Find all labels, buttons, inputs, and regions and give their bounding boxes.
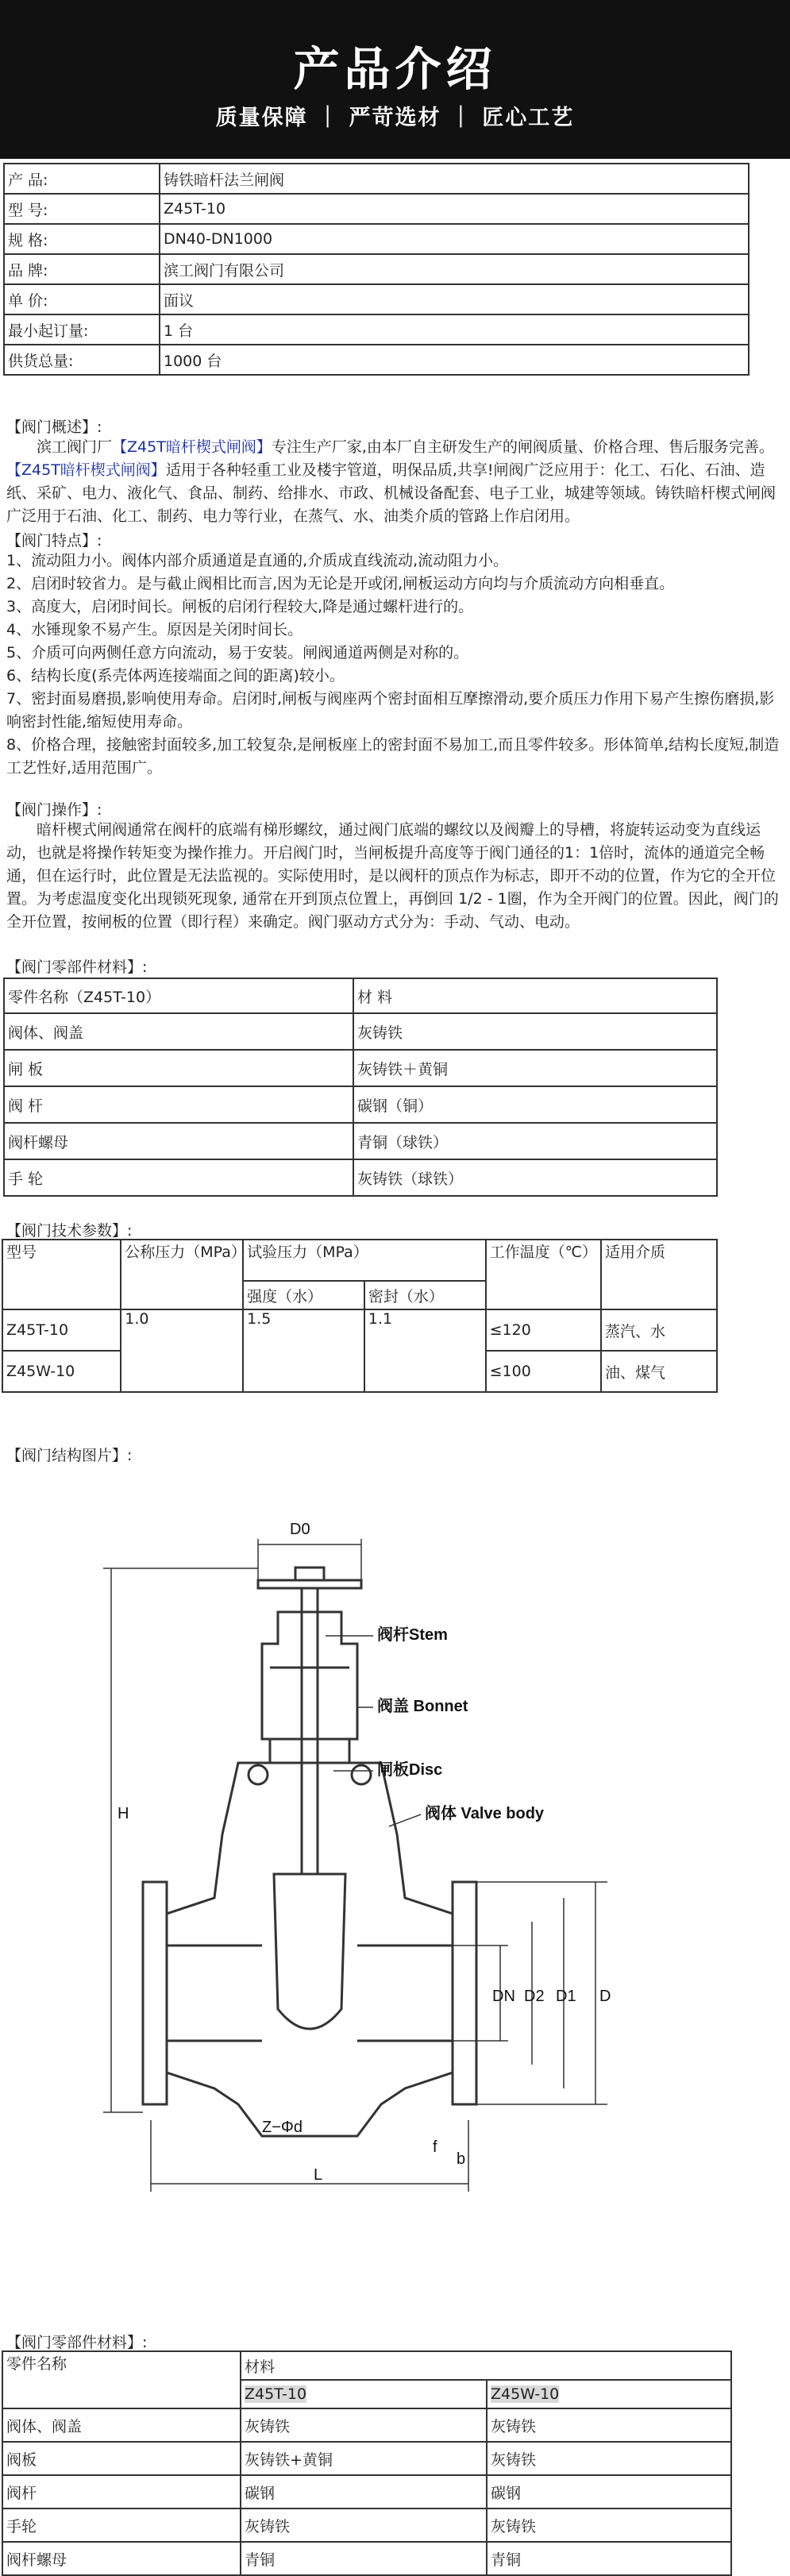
tech-cell: ≤100 [486, 1351, 601, 1392]
parts2-name: 阀体、阀盖 [2, 2408, 241, 2442]
operation-heading: 【阀门操作】: [6, 801, 102, 819]
parts2-m1: 碳钢 [241, 2475, 487, 2509]
label-d2: D2 [524, 1988, 545, 2005]
tech-h-test: 试验压力（MPa） [243, 1240, 485, 1281]
tech-cell: Z45W-10 [2, 1351, 121, 1392]
tech-h-pn: 公称压力（MPa） [121, 1240, 243, 1309]
valve-structure-diagram [119, 1501, 627, 2247]
parts1-h-material: 材 料 [353, 978, 717, 1013]
parts1-name: 闸 板 [4, 1050, 353, 1086]
tech-cell: 油、煤气 [601, 1351, 717, 1392]
product-value: 滨工阀门有限公司 [160, 254, 749, 284]
product-value: DN40-DN1000 [160, 224, 749, 254]
product-row [4, 345, 749, 375]
parts2-name: 阀板 [2, 2442, 241, 2475]
parts2-row [2, 2408, 731, 2442]
bonnet-outline [262, 1612, 357, 1739]
label-d0: D0 [290, 1521, 310, 1538]
overview-sentence-1: 专注生产厂家,由本厂自主研发生产的闸阀质量、价格合理、售后服务完善。 [271, 438, 774, 456]
features-list [6, 550, 780, 780]
parts2-m2: 灰铸铁 [487, 2509, 731, 2542]
parts2-m2: 青铜 [487, 2542, 731, 2575]
tech-h-model: 型号 [2, 1240, 121, 1309]
parts2-m2: 灰铸铁 [487, 2442, 731, 2475]
feature-item: 4、水锤现象不易产生。原因是关闭时间长。 [6, 621, 303, 638]
product-label: 型 号: [4, 194, 160, 224]
parts1-name: 阀 杆 [4, 1086, 353, 1123]
product-value: Z45T-10 [160, 194, 749, 224]
parts1-material: 灰铸铁 [353, 1013, 717, 1050]
parts2-m2: 灰铸铁 [487, 2408, 731, 2442]
parts1-table [3, 978, 718, 1197]
tech-cell: Z45T-10 [2, 1309, 121, 1351]
product-row [4, 284, 749, 314]
parts1-row [4, 1159, 717, 1196]
product-value: 铸铁暗杆法兰闸阀 [160, 164, 749, 194]
label-disc: 闸板Disc [377, 1761, 443, 1779]
parts1-material: 灰铸铁＋黄铜 [353, 1050, 717, 1086]
tech-cell: 1.1 [364, 1309, 486, 1392]
parts1-material: 青铜（球铁） [353, 1123, 717, 1159]
features-heading: 【阀门特点】: [6, 532, 102, 550]
structure-heading: 【阀门结构图片】: [6, 1447, 133, 1464]
parts2-m2: 碳钢 [487, 2475, 731, 2509]
product-label: 规 格: [4, 224, 160, 254]
label-d: D [599, 1988, 611, 2005]
product-label: 最小起订量: [4, 314, 160, 345]
parts1-material: 碳钢（铜） [353, 1086, 717, 1123]
label-stem: 阀杆Stem [377, 1626, 448, 1644]
parts1-row [4, 1123, 717, 1159]
feature-item: 1、流动阻力小。阀体内部介质通道是直通的,介质成直线流动,流动阻力小。 [6, 552, 509, 569]
overview-company: 滨工阀门厂 [37, 438, 113, 456]
operation-text [6, 819, 780, 934]
parts1-row [4, 1050, 717, 1086]
feature-item: 3、高度大，启闭时间长。闸板的启闭行程较大,降是通过螺杆进行的。 [6, 598, 474, 615]
product-info-table [3, 163, 750, 376]
right-flange [453, 1882, 476, 2104]
label-f: f [433, 2138, 437, 2156]
operation-paragraph: 暗杆楔式闸阀通常在阀杆的底端有梯形螺纹，通过阀门底端的螺纹以及阀瓣上的导槽，将旋转运动变为直线运动，也就是将操作转矩变为操作推力。开启阀门时，当闸板提升高度等于阀门通径的1：1倍时，流体的通道完全畅通，但在运行时，此位置是无法监视的。实际使用时，是以阀杆的顶点作为标志，即开不动的位置，作为它的全开位置。为考虑温度变化出现锁死现象, 通常在开到顶点位置上，再倒回 1/2 - 1圈，作为全开阀门的位置。因此，阀门的全开位置，按闸板的位置（即行程）来确定。阀门驱动方式分为：手动、气动、电动。 [6, 821, 779, 931]
label-h: H [118, 1805, 129, 1822]
label-d1: D1 [556, 1988, 576, 2005]
product-row [4, 254, 749, 284]
product-row [4, 314, 749, 345]
product-value: 面议 [160, 284, 749, 314]
parts1-h-name: 零件名称（Z45T-10） [4, 978, 353, 1013]
parts2-h-name: 零件名称 [2, 2351, 241, 2408]
label-b: b [457, 2150, 466, 2168]
tech-heading: 【阀门技术参数】: [6, 1222, 133, 1240]
parts2-name: 阀杆螺母 [2, 2542, 241, 2575]
parts1-name: 阀体、阀盖 [4, 1013, 353, 1050]
parts2-row [2, 2509, 731, 2542]
parts1-row [4, 1013, 717, 1050]
label-dn: DN [492, 1988, 515, 2005]
parts2-table [2, 2350, 732, 2576]
product-row [4, 224, 749, 254]
product-label: 产 品: [4, 164, 160, 194]
parts2-row [2, 2542, 731, 2575]
parts2-h-material: 材料 [241, 2351, 731, 2380]
parts1-row [4, 1086, 717, 1123]
parts2-name: 手轮 [2, 2509, 241, 2542]
overview-sentence-2: 适用于各种轻重工业及楼宇管道，明保品质,共享!闸阀广泛应用于：化工、石化、石油、造纸、采矿、电力、液化气、食品、制药、给排水、市政、机械设备配套、电子工业，城建等领域。铸铁暗杆楔式闸阀广泛用于石油、化工、制药、电力等行业，在蒸气、水、油类介质的管路上作启闭用。 [6, 461, 777, 525]
banner-title: 产品介绍 [293, 42, 497, 96]
parts2-m1: 灰铸铁+黄铜 [241, 2442, 487, 2475]
parts2-h-m2: Z45W-10 [491, 2385, 560, 2403]
parts2-m1: 灰铸铁 [241, 2509, 487, 2542]
product-label: 单 价: [4, 284, 160, 314]
tech-cell: 1.0 [121, 1309, 243, 1392]
product-label: 供货总量: [4, 345, 160, 375]
feature-item: 7、密封面易磨损,影响使用寿命。启闭时,闸板与阀座两个密封面相互摩擦滑动,要介质压力作用下易产生擦伤磨损,影响密封性能,缩短使用寿命。 [6, 690, 775, 731]
parts2-m1: 青铜 [241, 2542, 487, 2575]
product-value: 1 台 [160, 314, 749, 345]
left-flange [143, 1882, 167, 2104]
tech-h-seal: 密封（水） [364, 1281, 486, 1309]
parts1-name: 手 轮 [4, 1159, 353, 1196]
tech-h-temp: 工作温度（℃） [486, 1240, 601, 1309]
feature-item: 5、介质可向两侧任意方向流动，易于安装。闸阀通道两侧是对称的。 [6, 644, 469, 661]
parts2-m1: 灰铸铁 [241, 2408, 487, 2442]
feature-item: 2、启闭时较省力。是与截止阀相比而言,因为无论是开或闭,闸板运动方向均与介质流动方向相垂直。 [6, 575, 675, 592]
tech-cell: 1.5 [243, 1309, 364, 1392]
parts1-material: 灰铸铁（球铁） [353, 1159, 717, 1196]
parts2-name: 阀杆 [2, 2475, 241, 2509]
label-l: L [314, 2166, 323, 2184]
tech-h-media: 适用介质 [601, 1240, 717, 1309]
tech-h-strength: 强度（水） [243, 1281, 364, 1309]
parts1-heading: 【阀门零部件材料】: [6, 958, 148, 976]
label-body: 阀体 Valve body [425, 1805, 545, 1822]
parts1-name: 阀杆螺母 [4, 1123, 353, 1159]
feature-item: 6、结构长度(系壳体两连接端面之间的距离)较小。 [6, 667, 345, 684]
parts2-heading: 【阀门零部件材料】: [6, 2334, 148, 2351]
overview-product-name: 【Z45T暗杆楔式闸阀】 [112, 438, 272, 456]
header-banner [0, 0, 790, 159]
banner-subtitle: 质量保障 ｜ 严苛选材 ｜ 匠心工艺 [215, 106, 575, 130]
product-label: 品 牌: [4, 254, 160, 284]
product-row [4, 194, 749, 224]
label-zd: Z−Φd [262, 2119, 303, 2136]
tech-cell: ≤120 [486, 1309, 601, 1351]
overview-heading: 【阀门概述】: [6, 418, 102, 436]
product-value: 1000 台 [160, 345, 749, 375]
disc-outline [274, 1874, 345, 2029]
parts2-row [2, 2442, 731, 2475]
tech-cell: 蒸汽、水 [601, 1309, 717, 1351]
tech-params-table [2, 1239, 718, 1393]
parts2-h-m1: Z45T-10 [245, 2385, 307, 2403]
overview-product-name-2: 【Z45T暗杆楔式闸阀】 [6, 461, 166, 479]
feature-item: 8、价格合理，接触密封面较多,加工较复杂,是闸板座上的密封面不易加工,而且零件较多。形体简单,结构长度短,制造工艺性好,适用范围广。 [6, 736, 780, 777]
product-row [4, 164, 749, 194]
overview-text [6, 436, 780, 528]
label-bonnet: 阀盖 Bonnet [377, 1698, 468, 1715]
parts1-header-row [4, 978, 717, 1013]
parts2-row [2, 2475, 731, 2509]
